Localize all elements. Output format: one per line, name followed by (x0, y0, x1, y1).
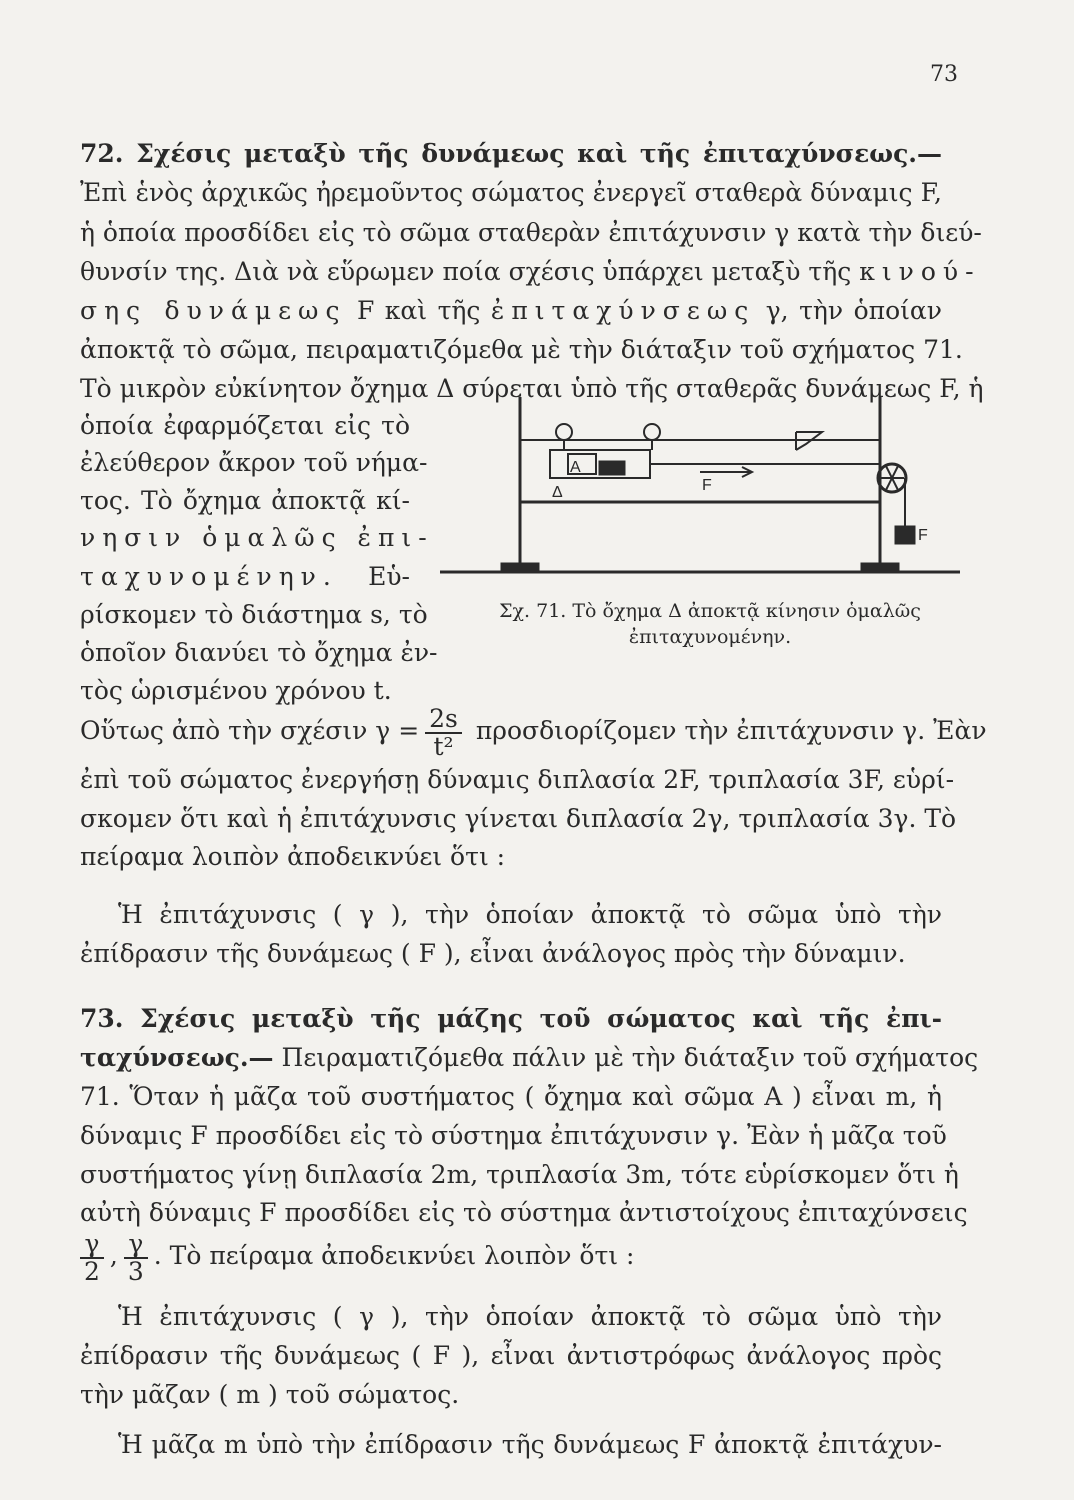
label-f-arrow: F (702, 477, 712, 494)
figure-71 (440, 392, 960, 592)
caption-line-1: Σχ. 71. Τὸ ὄχημα Δ ἀποκτᾷ κίνησιν ὁμαλῶς (499, 600, 921, 622)
fraction-gamma-3 (124, 1228, 148, 1286)
s72-line-11b: Εὑ- (368, 562, 410, 591)
fraction-2-numerator: γ (124, 1231, 148, 1259)
s72-line-11a: ταχυνομένην. (80, 562, 338, 591)
s72-line-11 (80, 560, 410, 594)
s72-line-4b: F καὶ τῆς (356, 296, 481, 325)
s72-line-14: τὸς ὡρισμένου χρόνου t. (80, 676, 392, 705)
section-73-heading: 73. Σχέσις μεταξὺ τῆς μάζης τοῦ σώματος καὶ τῆς ἐπι- (80, 1004, 942, 1033)
s72-line-4a: σης δυνάμεως (80, 296, 347, 325)
s72-formula-line (80, 703, 987, 765)
s72-line-7: ὁποία ἐφαρμόζεται εἰς τὸ (80, 411, 410, 440)
caption-line-2: ἐπιταχυνομένην. (628, 626, 792, 648)
hanging-weight (896, 527, 914, 543)
pulley-left (556, 424, 572, 440)
figure-71-diagram (440, 392, 960, 592)
s72-line-18: πείραμα λοιπὸν ἀποδεικνύει ὅτι : (80, 842, 506, 871)
s72-line-2: ἡ ὁποία προσδίδει εἰς τὸ σῶμα σταθερὰν ἐπιτάχυνσιν γ κατὰ τὴν διεύ- (80, 218, 982, 247)
formula-denominator: t² (433, 731, 454, 761)
fraction-1-denominator: 2 (84, 1256, 100, 1286)
s72-line-6: Τὸ μικρὸν εὐκίνητον ὄχημα Δ σύρεται ὑπὸ τῆς σταθερᾶς δυνάμεως F, ἡ (80, 374, 984, 403)
label-a: A (570, 459, 581, 476)
s73-line-1 (80, 1041, 979, 1075)
formula-suffix: προσδιορίζομεν τὴν ἐπιτάχυνσιν γ. Ἐὰν (475, 716, 987, 745)
s72-line-4d: γ, τὴν ὁποίαν (765, 296, 943, 325)
formula-prefix: Οὕτως ἀπὸ τὴν σχέσιν γ = (80, 716, 420, 745)
s72-line-13: ὁποῖον διανύει τὸ ὄχημα ἐν- (80, 638, 438, 667)
s72-line-12: ρίσκομεν τὸ διάστημα s, τὸ (80, 600, 428, 629)
pulley-middle (644, 424, 660, 440)
s72-line-3b: κινού- (859, 257, 981, 286)
left-foot (502, 564, 538, 572)
s73-last-line: Ἡ μᾶζα m ὑπὸ τὴν ἐπίδρασιν τῆς δυνάμεως F ἀποκτᾷ ἐπιτάχυν- (118, 1430, 942, 1459)
s72-line-9: τος. Τὸ ὄχημα ἀποκτᾷ κί- (80, 486, 410, 515)
fraction-1-numerator: γ (80, 1231, 104, 1259)
s73-law-2: ἐπίδρασιν τῆς δυνάμεως ( F ), εἶναι ἀντιστρόφως ἀνάλογος πρὸς (80, 1341, 942, 1370)
s72-line-4c: ἐπιταχύνσεως (490, 296, 756, 325)
s72-law-1: Ἡ ἐπιτάχυνσις ( γ ), τὴν ὁποίαν ἀποκτᾷ τὸ σῶμα ὑπὸ τὴν (118, 900, 942, 929)
s72-line-10: νησιν ὁμαλῶς ἐπι- (80, 523, 434, 552)
s73-line-6-suffix: . Τὸ πείραμα ἀποδεικνύει λοιπὸν ὅτι : (153, 1241, 635, 1270)
label-f-weight: F (918, 527, 928, 544)
s73-line-1b: Πειραματιζόμεθα πάλιν μὲ τὴν διάταξιν τοῦ σχήματος (281, 1043, 979, 1072)
label-delta: Δ (552, 484, 563, 501)
s72-line-17: σκομεν ὅτι καὶ ἡ ἐπιτάχυνσις γίνεται διπλασία 2γ, τριπλασία 3γ. Τὸ (80, 804, 957, 833)
figure-71-caption (470, 598, 950, 650)
page-number: 73 (930, 62, 958, 87)
right-foot (862, 564, 898, 572)
s72-law-2: ἐπίδρασιν τῆς δυνάμεως ( F ), εἶναι ἀνάλογος πρὸς τὴν δύναμιν. (80, 939, 906, 968)
formula-fraction (425, 703, 462, 761)
s72-line-5: ἀποκτᾷ τὸ σῶμα, πειραματιζόμεθα μὲ τὴν διάταξιν τοῦ σχήματος 71. (80, 335, 963, 364)
section-72-heading: 72. Σχέσις μεταξὺ τῆς δυνάμεως καὶ τῆς ἐπιταχύνσεως.— (80, 139, 942, 168)
s73-line-2: 71. Ὅταν ἡ μᾶζα τοῦ συστήματος ( ὄχημα καὶ σῶμα A ) εἶναι m, ἡ (80, 1082, 942, 1111)
s72-line-4 (80, 294, 942, 328)
cart-load (600, 462, 624, 474)
s73-fraction-line: $\frac{\gamma}{2}$ , $\frac{\gamma}{3}$ . Τὸ πείραμα ἀποδεικνύει λοιπὸν ὅτι : (80, 1228, 942, 1292)
s73-line-3: δύναμις F προσδίδει εἰς τὸ σύστημα ἐπιτάχυνσιν γ. Ἐὰν ἡ μᾶζα τοῦ (80, 1121, 947, 1150)
s73-line-4: συστήματος γίνῃ διπλασία 2m, τριπλασία 3m, τότε εὑρίσκομεν ὅτι ἡ (80, 1160, 959, 1189)
fraction-2-denominator: 3 (127, 1256, 144, 1286)
s72-line-16: ἐπὶ τοῦ σώματος ἐνεργήσῃ δύναμις διπλασία 2F, τριπλασία 3F, εὑρί- (80, 765, 955, 794)
s73-line-5: αὐτὴ δύναμις F προσδίδει εἰς τὸ σύστημα ἀντιστοίχους ἐπιταχύνσεις (80, 1198, 968, 1227)
fraction-gamma-2 (80, 1228, 104, 1286)
s73-law-3: τὴν μᾶζαν ( m ) τοῦ σώματος. (80, 1380, 460, 1409)
formula-numerator: 2s (425, 706, 462, 734)
s73-law-1: Ἡ ἐπιτάχυνσις ( γ ), τὴν ὁποίαν ἀποκτᾷ τὸ σῶμα ὑπὸ τὴν (118, 1302, 942, 1331)
s72-line-3 (80, 255, 981, 289)
s72-line-3a: θυνσίν της. Διὰ νὰ εὕρωμεν ποία σχέσις ὑπάρχει μεταξὺ τῆς (80, 257, 852, 286)
s72-line-1: Ἐπὶ ἑνὸς ἀρχικῶς ἠρεμοῦντος σώματος ἐνεργεῖ σταθερὰ δύναμις F, (80, 178, 942, 207)
s72-line-8: ἐλεύθερον ἄκρον τοῦ νήμα- (80, 448, 428, 477)
section-73-heading-cont: ταχύνσεως.— (80, 1043, 274, 1072)
